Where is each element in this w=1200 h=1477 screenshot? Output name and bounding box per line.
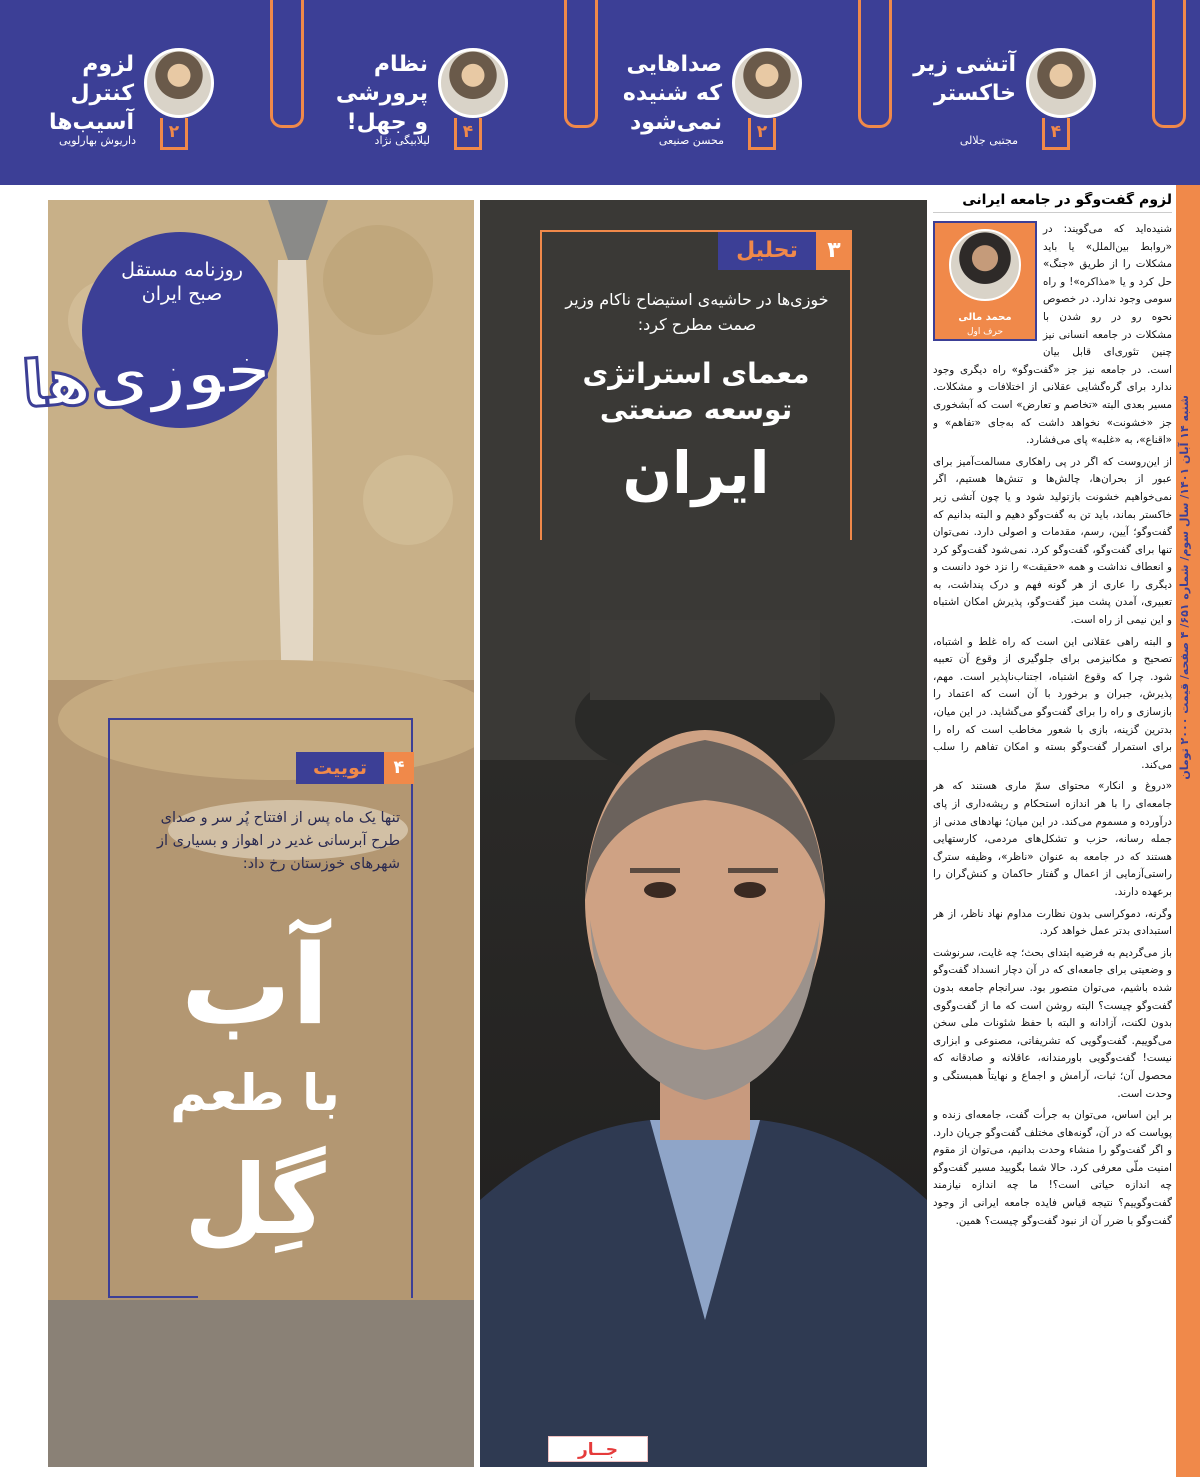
issue-info-text: شنبه ۱۴ آبان ۱۴۰۱/ سال سوم/ شماره ۶۵۱/ ۴ صفحه/ قیمت ۲۰۰۰ تومان <box>1178 395 1191 780</box>
editorial-title[interactable]: لزوم گفت‌وگو در جامعه ایرانی <box>933 192 1172 213</box>
tweet-headline-line3[interactable]: گِل <box>184 1144 326 1256</box>
page-number: ۲ <box>748 118 776 150</box>
author-photo <box>144 48 214 118</box>
editorial-column <box>933 192 1172 1472</box>
teaser-author: لیلابیگی نژاد <box>374 134 430 147</box>
editorial-paragraph: «دروغ و انکار» محتوای سمّ ماری هستند که هر جامعه‌ای را با هر اندازه استحکام و ریشه‌داری از پای درآورده و مسموم می‌کند. در این میان؛ نهادهای مدنی از جمله رسانه، حزب و تشکل‌های مردمی، کارستهایی هستند که در جامعه به عنوان «ناظر»، وظیفه سترگ راستی‌آزمایی از اعمال و گفتار حاکمان و کنش‌گران را برعهده دارند. <box>933 780 1172 898</box>
author-photo <box>949 229 1021 301</box>
editorial-paragraph: و البته راهی عقلانی این است که راه غلط و اشتباه، تصحیح و مکانیزمی برای جلوگیری از وقوع آن تعبیه شود. چرا که وقوع اشتباه، اجتناب‌ناپذیر است. مهم، پذیرش، جبران و برخورد با آن است که اعتماد را بازسازی و راه را برای گفت‌وگو می‌گشاید. در این میان، بدترین گزینه، بازی با شعور مخاطب است که راه را برای استمرار گفت‌وگو بسته و امکان تفاهم را سلب می‌کند. <box>933 635 1172 771</box>
teaser-headline: صداهایی که شنیده نمی‌شود <box>622 52 722 135</box>
teaser-2[interactable] <box>612 0 894 185</box>
teaser-author: مجتبی جلالی <box>959 134 1018 147</box>
teaser-3[interactable] <box>318 0 600 185</box>
editorial-paragraph: شنیده‌اید که می‌گویند: در «روابط بین‌الملل» یا باید مشکلات را از طریق «جنگ» حل کرد و یا «مذاکره»! و راه سومی وجود ندارد. در خصوص نحوه رو در رو شدن با مشکلات در جامعه انسانی نیز چنین تئوری‌ای قابل بیان است. در جامعه نیز جز «گفت‌وگو» راه دیگری وجود ندارد برای گره‌گشایی عقلانی از اختلافات و مشکلات. مسیر بعدی البته «تخاصم و تعارض» است که آبشخوری جز «خشونت» نخواهد داشت که به‌جای «تفاهم» و «اقناع»، به «غلبه» پای می‌فشارد. <box>933 223 1172 447</box>
editorial-paragraph: از این‌روست که اگر در پی راهکاری مسالمت‌آمیز برای عبور از بحران‌ها، چالش‌ها و تنش‌ها هستیم، اگر نمی‌خواهیم خشونت بازتولید شود و یا چون آتشی زیر خاکستر بماند، باید تن به گفت‌وگو دهیم و البته بدانیم که گفت‌وگو؛ آیین، رسم، مقدمات و اصولی دارد. نمی‌توان تنها برای گفت‌وگو، گفت‌وگو کرد. نمی‌شود گفت‌وگو کرد و انعطاف نداشت و همه «حقیقت» را نزد خود دانست و دیگری را عاری از هر گونه فهم و درک پنداشت، به تعبیری، آمدن پشت میز گفت‌وگو، پذیرش امکان اشتباه و این نیمی از راه است. <box>933 455 1172 627</box>
author-photo <box>1026 48 1096 118</box>
section-label: تحلیل <box>736 238 798 263</box>
page-number: ۲ <box>160 118 188 150</box>
section-number: ۴ <box>384 752 414 784</box>
teaser-1[interactable] <box>906 0 1188 185</box>
issue-info-strip <box>1176 185 1200 1477</box>
section-tag <box>296 752 414 784</box>
teaser-frame <box>270 0 304 128</box>
teaser-4[interactable] <box>24 0 306 185</box>
story-headline[interactable]: معمای استراتژی توسعه صنعتی <box>582 357 810 426</box>
teaser-author: محسن صنیعی <box>658 134 724 147</box>
section-number: ۳ <box>816 232 852 270</box>
tweet-headline-line1[interactable]: آب <box>180 921 330 1049</box>
page-number: ۴ <box>454 118 482 150</box>
tweet-headline-line2[interactable]: با طعم <box>170 1064 340 1122</box>
newspaper-logo[interactable]: خوزی‌ها <box>19 331 275 424</box>
tweet-frame-bottom <box>108 1296 198 1298</box>
top-banner <box>0 0 1200 185</box>
page-number: ۴ <box>1042 118 1070 150</box>
column-name: حرف اول <box>966 327 1004 337</box>
editorial-paragraph: بر این اساس، می‌توان به جرأت گفت، جامعه‌ای زنده و پویاست که در آن، گونه‌های مختلف گفت‌وگو جریان دارد. و اگر گفت‌وگو را منشاء وحدت بدانیم، می‌توان از مقوم امنیت ملّی معرفی کرد. حالا شما بگویید مسیر گفت‌وگو چه اندازه حیاتی است؟! ما چه اندازه نیازمند گفت‌وگوییم؟ نتیجه قیاس فایده جامعه ایرانی از وجود گفت‌وگو با ضرر آن از نبود گفت‌وگو چیست؟ همین. <box>933 1109 1172 1227</box>
story-headline-big[interactable]: ایران <box>622 439 770 507</box>
teaser-frame <box>564 0 598 128</box>
teaser-frame <box>1152 0 1186 128</box>
watermark-stamp: جــار <box>548 1436 648 1462</box>
teaser-headline: لزوم کنترل آسیب‌ها <box>49 52 134 135</box>
section-label: توییت <box>312 757 368 779</box>
author-photo <box>438 48 508 118</box>
tweet-lead: تنها یک ماه پس از افتتاح پُر سر و صدای طرح آبرسانی غدیر در اهواز و بسیاری از شهرهای خوزستان رخ داد: <box>157 810 400 872</box>
author-photo <box>732 48 802 118</box>
story-lead: خوزی‌ها در حاشیه‌ی استیضاح ناکام وزیر صمت مطرح کرد: <box>565 290 829 334</box>
editorial-author-box <box>933 221 1037 341</box>
teaser-headline: آتشی زیر خاکستر <box>913 52 1016 106</box>
section-tag <box>718 232 852 270</box>
editorial-paragraph: باز می‌گردیم به فرضیه ابتدای بحث؛ چه غایت، سرنوشت و وضعیتی برای جامعه‌ای که در آن دچار انسداد گفت‌وگو شده باشیم، می‌توان متصور بود. سرانجام جامعه بدون گفت‌وگو چیست؟ البته روشن است که ما از گفت‌وگوی بدون لکنت، آزادانه و البته با حفظ شئونات ملی سخن می‌گوییم. گفت‌وگویی که تشریفاتی، مصنوعی و ابزاری نیست! گفت‌وگویی باورمندانه، عاقلانه و صادقانه که محصول آن؛ ثبات، آرامش و اجماع و نهایتاً همبستگی و وحدت است. <box>933 946 1172 1100</box>
teaser-frame <box>858 0 892 128</box>
author-name: محمد مالی <box>958 312 1012 323</box>
masthead-tagline: روزنامه مستقل صبح ایران <box>121 259 243 305</box>
teaser-headline: نظام پرورشی و جهل! <box>335 52 428 135</box>
editorial-paragraph: وگرنه، دموکراسی بدون نظارت مداوم نهاد ناظر، از هر استبدادی بدتر عمل خواهد کرد. <box>933 907 1172 938</box>
teaser-author: داریوش بهارلویی <box>59 134 136 147</box>
